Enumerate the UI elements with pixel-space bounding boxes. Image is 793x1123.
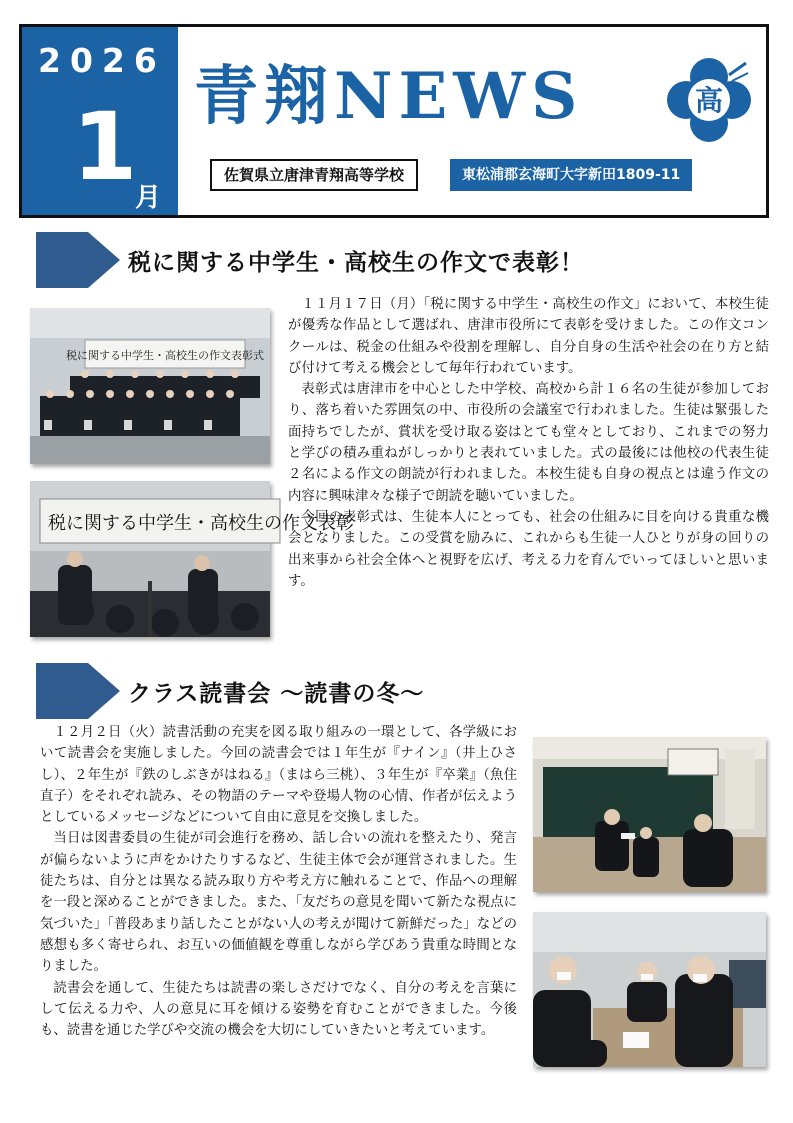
masthead: [19, 24, 769, 218]
issue-month-number: 1: [72, 93, 138, 202]
issue-date-box: [22, 27, 178, 215]
article1-heading-bar: [36, 232, 736, 288]
article2-heading-bar: [36, 663, 736, 719]
school-crest-icon: [666, 57, 752, 143]
banner-text: 税に関する中学生・高校生の作文表彰: [48, 513, 354, 534]
article2-heading: クラス読書会 ～読書の冬～: [128, 681, 425, 707]
article1-paragraph: １１月１７日（月）「税に関する中学生・高校生の作文」において、本校生徒が優秀な作品として選ばれ、唐津市役所にて表彰を受けました。この作文コンクールは、税金の仕組みや役割を理解し、自分自身の生活や社会の在り方と結び付けて考える機会として毎年行われています。: [288, 297, 769, 376]
newsletter-title: 青翔NEWS: [194, 59, 584, 134]
reading-session-classroom-photo: [533, 737, 766, 892]
article1-paragraph: 表彰式は唐津市を中心とした中学校、高校から計１６名の生徒が参加しており、落ち着いた雰囲気の中、市役所の会議室で行われました。生徒は緊張した面持ちでしたが、賞状を受け取る姿はとても堂々としており、これまでの努力と学びの積み重ねがしっかりと表れていました。式の最後には他校の代表生徒２名による作文の朗読が行われました。本校生徒も自身の視点とは違う作文の内容に興味津々な様子で朗読を聴いていました。: [288, 382, 769, 504]
award-ceremony-presentation-photo: [30, 481, 354, 637]
crest-char: 高: [694, 84, 724, 117]
article2-paragraph: １２月２日（火）読書活動の充実を図る取り組みの一環として、各学級において読書会を実施しました。今回の読書会では１年生が『ナイン』（井上ひさし）、２年生が『鉄のしぶきがはねる』（まはら三桃）、３年生が『卒業』（魚住直子）をそれぞれ読み、その物語のテーマや登場人物の心情、作者が伝えようとしているメッセージなどについて自由に意見を交換しました。: [40, 725, 517, 826]
article2-paragraph: 当日は図書委員の生徒が司会進行を務め、話し合いの流れを整えたり、発言が偏らないように声をかけたりするなど、生徒主体で会が運営されました。生徒たちは、自分とは異なる読み取り方や考え方に触れることで、作品への理解を一段と深めることができました。また、「友だちの意見を聞いて新たな視点に気づいた」「普段あまり話したことがない人の考えが聞けて新鮮だった」などの感想も多く寄せられ、お互いの価値観を尊重しながら学びあう貴重な時間となりました。: [40, 831, 517, 975]
issue-month-suffix: 月: [135, 183, 162, 213]
article2-body: [40, 722, 517, 1041]
school-address: 東松浦郡玄海町大字新田1809-11: [450, 159, 692, 191]
banner-text: 税に関する中学生・高校生の作文表彰式: [66, 349, 264, 362]
reading-session-discussion-photo: [533, 912, 766, 1067]
article1-heading: 税に関する中学生・高校生の作文で表彰！: [128, 250, 584, 276]
school-name: 佐賀県立唐津青翔高等学校: [210, 159, 418, 191]
article2-paragraph: 読書会を通して、生徒たちは読書の楽しさだけでなく、自分の考えを言葉にして伝える力や、人の意見に耳を傾ける姿勢を育むことができました。今後も、読書を通じた学びや交流の機会を大切にしていきたいと考えています。: [40, 980, 517, 1039]
heading-arrow-icon: [36, 663, 122, 719]
article1-paragraph: 今回の表彰式は、生徒本人にとっても、社会の仕組みに目を向ける貴重な機会となりました。この受賞を励みに、これからも生徒一人ひとりが身の回りの出来事から社会全体へと視野を広げ、考える力を育んでいってほしいと思います。: [288, 509, 769, 589]
heading-arrow-icon: [36, 232, 122, 288]
issue-year: 2026: [38, 41, 166, 80]
award-ceremony-group-photo: [30, 308, 270, 464]
article1-body: [288, 294, 769, 592]
